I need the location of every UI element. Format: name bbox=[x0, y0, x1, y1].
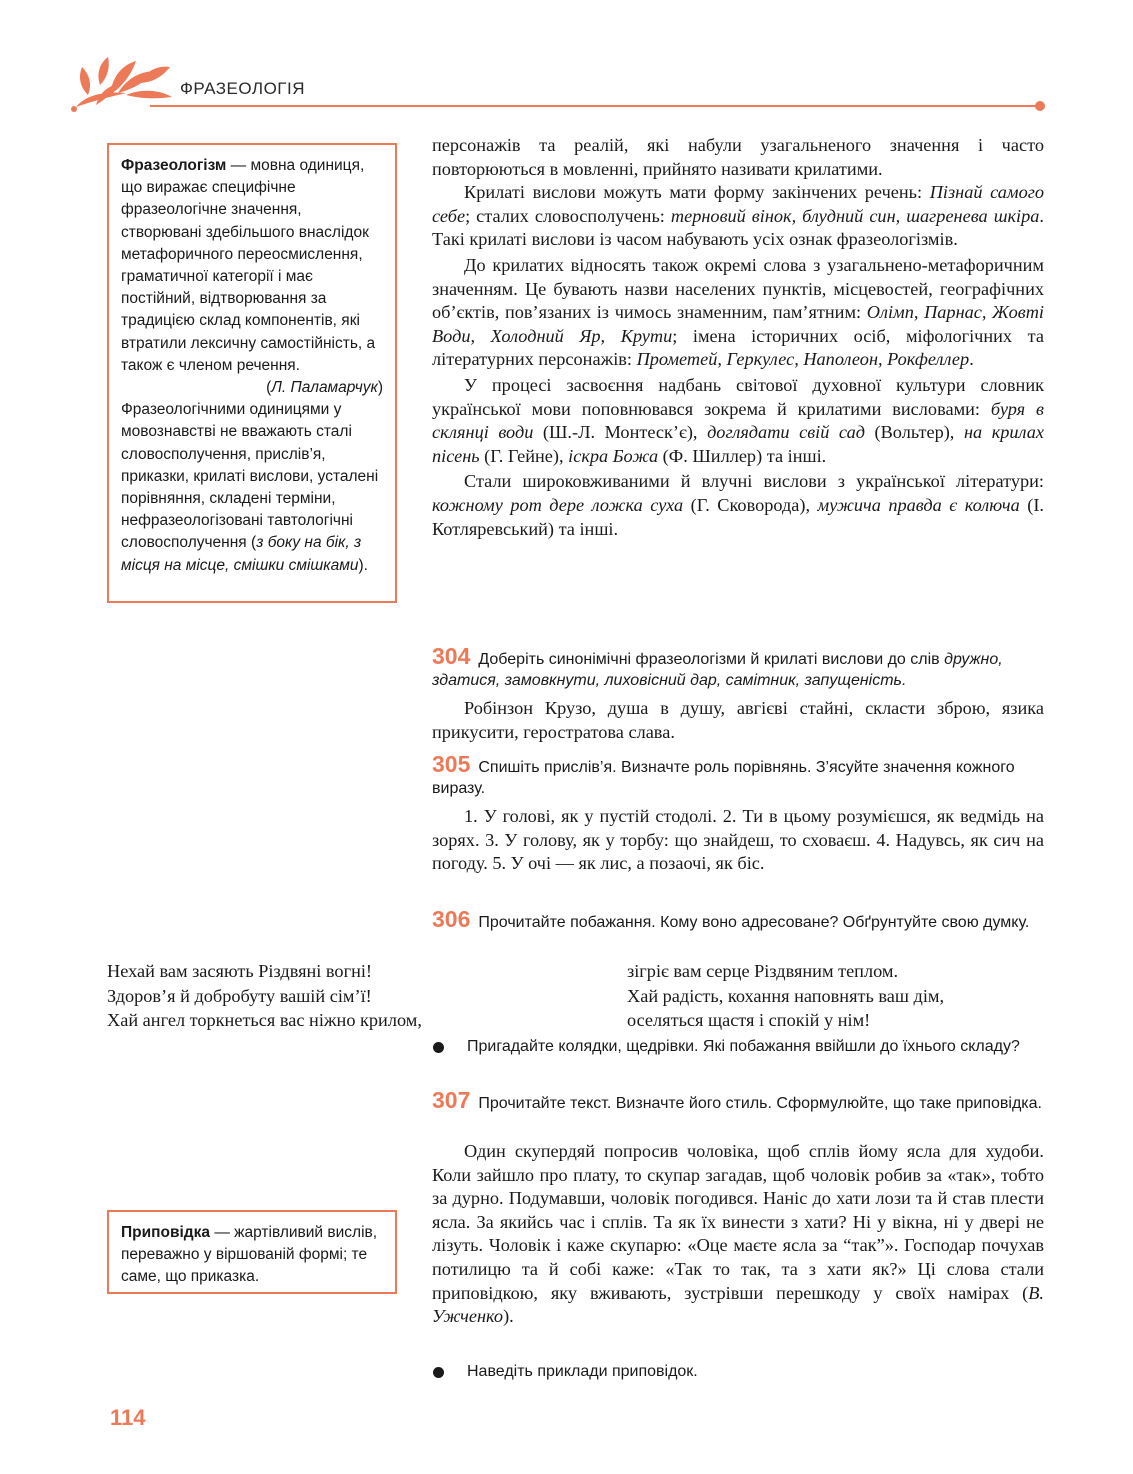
paragraph: Стали широковживаними й влучні вислови з української літератури: кожному рот дере ложка суха (Г. Сковорода), мужича правда є колюча (І. Котляревський) та інші. bbox=[432, 471, 1044, 539]
poem-line: Хай ангел торкнеться вас ніжно крилом, bbox=[107, 1010, 422, 1030]
flower-icon bbox=[66, 55, 178, 117]
definition-body: — жартівливий вислів, переважно у віршованій формі; те саме, що приказка. bbox=[121, 1224, 378, 1286]
task-number: 306 bbox=[432, 906, 471, 932]
paragraph: Крилаті вислови можуть мати форму закінчених речень: Пізнай самого себе; сталих словосполучень: терновий вінок, блудний син, шагренева шкіра. Такі крилаті вислови із часом набувають усіх ознак фразеологізмів. bbox=[432, 182, 1044, 250]
task-instruction: 304 Доберіть синонімічні фразеологізми й крилаті вислови до слів дружно, здатися, замовкнути, лиховісний дар, самітник, запущеність. bbox=[432, 643, 1003, 689]
task-instruction: 305 Спишіть прислів’я. Визначте роль порівнянь. З’ясуйте значення кожного виразу. bbox=[432, 751, 1015, 797]
poem-line: Хай радість, кохання наповнять ваш дім, bbox=[627, 985, 945, 1006]
task-instruction: 307 Прочитайте текст. Визначте його стиль. Сформулюйте, що таке приповідка. bbox=[432, 1087, 1042, 1113]
definition-text bbox=[121, 1222, 383, 1289]
definition-text bbox=[121, 155, 383, 377]
main-text-block-1 bbox=[432, 134, 1044, 541]
definition-box-saying bbox=[107, 1210, 397, 1294]
paragraph: 1. У голові, як у пустій стодолі. 2. Ти в цьому розумієшся, як ведмідь на зорях. 3. У голову, як у торбу: що знайдеш, то сховаєш. 4. Надувсь, як сич на погоду. 5. У очі — як лис, а позаочі, як біс. bbox=[432, 806, 1044, 874]
definition-note: Фразеологічними одиницями у мовознавстві не вважають сталі словосполучення, прислів’я, приказки, крилаті вислови, усталені порівняння, складені терміни, нефразеологізовані тавтологічні словосполучення (з боку на бік, з місця на місце, смішки смішками). bbox=[121, 401, 379, 574]
task-number: 305 bbox=[432, 751, 471, 777]
paragraph: персонажів та реалій, які набули узагальненого значення і часто повторюються в мовленні, прийнято називати крилатими. bbox=[432, 135, 1044, 179]
task-304 bbox=[432, 643, 1044, 691]
definition-author: (Л. Паламарчук) bbox=[266, 379, 383, 397]
paragraph: До крилатих відносять також окремі слова з узагальнено-метафоричним значенням. Це бувають назви населених пунктів, місцевостей, географічних об’єктів, пов’язаних із чимось знаменним, пам’ятним: Олімп, Парнас, Жовті Води, Холодний Яр, Крути; імена історичних осіб, міфологічних та літературних персонажів: Прометей, Геркулес, Наполеон, Рокфеллер. bbox=[432, 254, 1045, 370]
poem-line: оселяться щастя і спокій у нім! bbox=[627, 1010, 871, 1030]
page-number: 114 bbox=[110, 1405, 146, 1430]
poem-right bbox=[627, 959, 1047, 1033]
task-number: 304 bbox=[432, 643, 471, 669]
definition-term: Приповідка bbox=[121, 1224, 211, 1241]
paragraph: Один скупердяй попросив чоловіка, щоб сплів йому ясла для худоби. Коли зайшло про плату, то скупар загадав, щоб чоловік робив за «так», тобто за дурно. Подумавши, чоловік погодився. Наніс до хати лози та й став плести ясла. За якийсь час і сплів. Та як їх винести з хати? Ні у вікна, ні у двері не лізуть. Чоловік і каже скупарю: «Оце маєте ясла за “так”». Господар почухав потилицю та й собі каже: «Так то так, та з хати як?» Ці слова стали приповідкою, яку вживають, зустрівши перешкоду у своїх намірах (В. Ужченко). bbox=[432, 1141, 1044, 1327]
section-title: ФРАЗЕОЛОГІЯ bbox=[180, 79, 305, 98]
task-304-text bbox=[432, 697, 1044, 744]
paragraph: Робінзон Крузо, душа в душу, авгієві стайні, скласти зброю, язика прикусити, геростратова слава. bbox=[432, 698, 1044, 742]
poem-line: зігріє вам серце Різдвяним теплом. bbox=[627, 961, 899, 981]
definition-body: — мовна одиниця, що виражає специфічне фразеологічне значення, створювані здебільшого внаслідок метафоричного переосмислення, граматичної категорії і має постійний, відтворювання за традицією склад компонентів, які втратили лексичну самостійність, а також є членом речення. bbox=[121, 157, 376, 374]
task-305-text bbox=[432, 805, 1044, 876]
bullet-item: Пригадайте колядки, щедрівки. Які побажання ввійшли до їхнього складу? bbox=[467, 1038, 1020, 1055]
poem-left bbox=[107, 959, 517, 1033]
task-instruction: 306 Прочитайте побажання. Кому воно адресоване? Обґрунтуйте свою думку. bbox=[432, 906, 1030, 932]
header-rule bbox=[150, 105, 1038, 107]
paragraph: У процесі засвоєння надбань світової духовної культури словник української мови поповнювався зокрема й крилатими висловами: буря в склянці води (Ш.-Л. Монтеск’є), доглядати свій сад (Вольтер), на крилах пісень (Г. Гейне), іскра Божа (Ф. Шиллер) та інші. bbox=[432, 374, 1045, 466]
bullet-icon bbox=[433, 1042, 444, 1053]
task-number: 307 bbox=[432, 1087, 471, 1113]
bullet-icon bbox=[433, 1367, 444, 1378]
bullet-item: Наведіть приклади приповідок. bbox=[467, 1363, 698, 1380]
definition-term: Фразеологізм bbox=[121, 157, 227, 174]
definition-box-phraseologism bbox=[107, 143, 397, 603]
task-306 bbox=[432, 906, 1044, 933]
header-dot-icon bbox=[1035, 101, 1045, 111]
poem-line: Здоров’я й добробуту вашій сім’ї! bbox=[107, 985, 372, 1006]
poem-line: Нехай вам засяють Різдвяні вогні! bbox=[107, 961, 373, 981]
task-305 bbox=[432, 751, 1044, 799]
task-307 bbox=[432, 1087, 1044, 1114]
task-307-text bbox=[432, 1140, 1044, 1329]
